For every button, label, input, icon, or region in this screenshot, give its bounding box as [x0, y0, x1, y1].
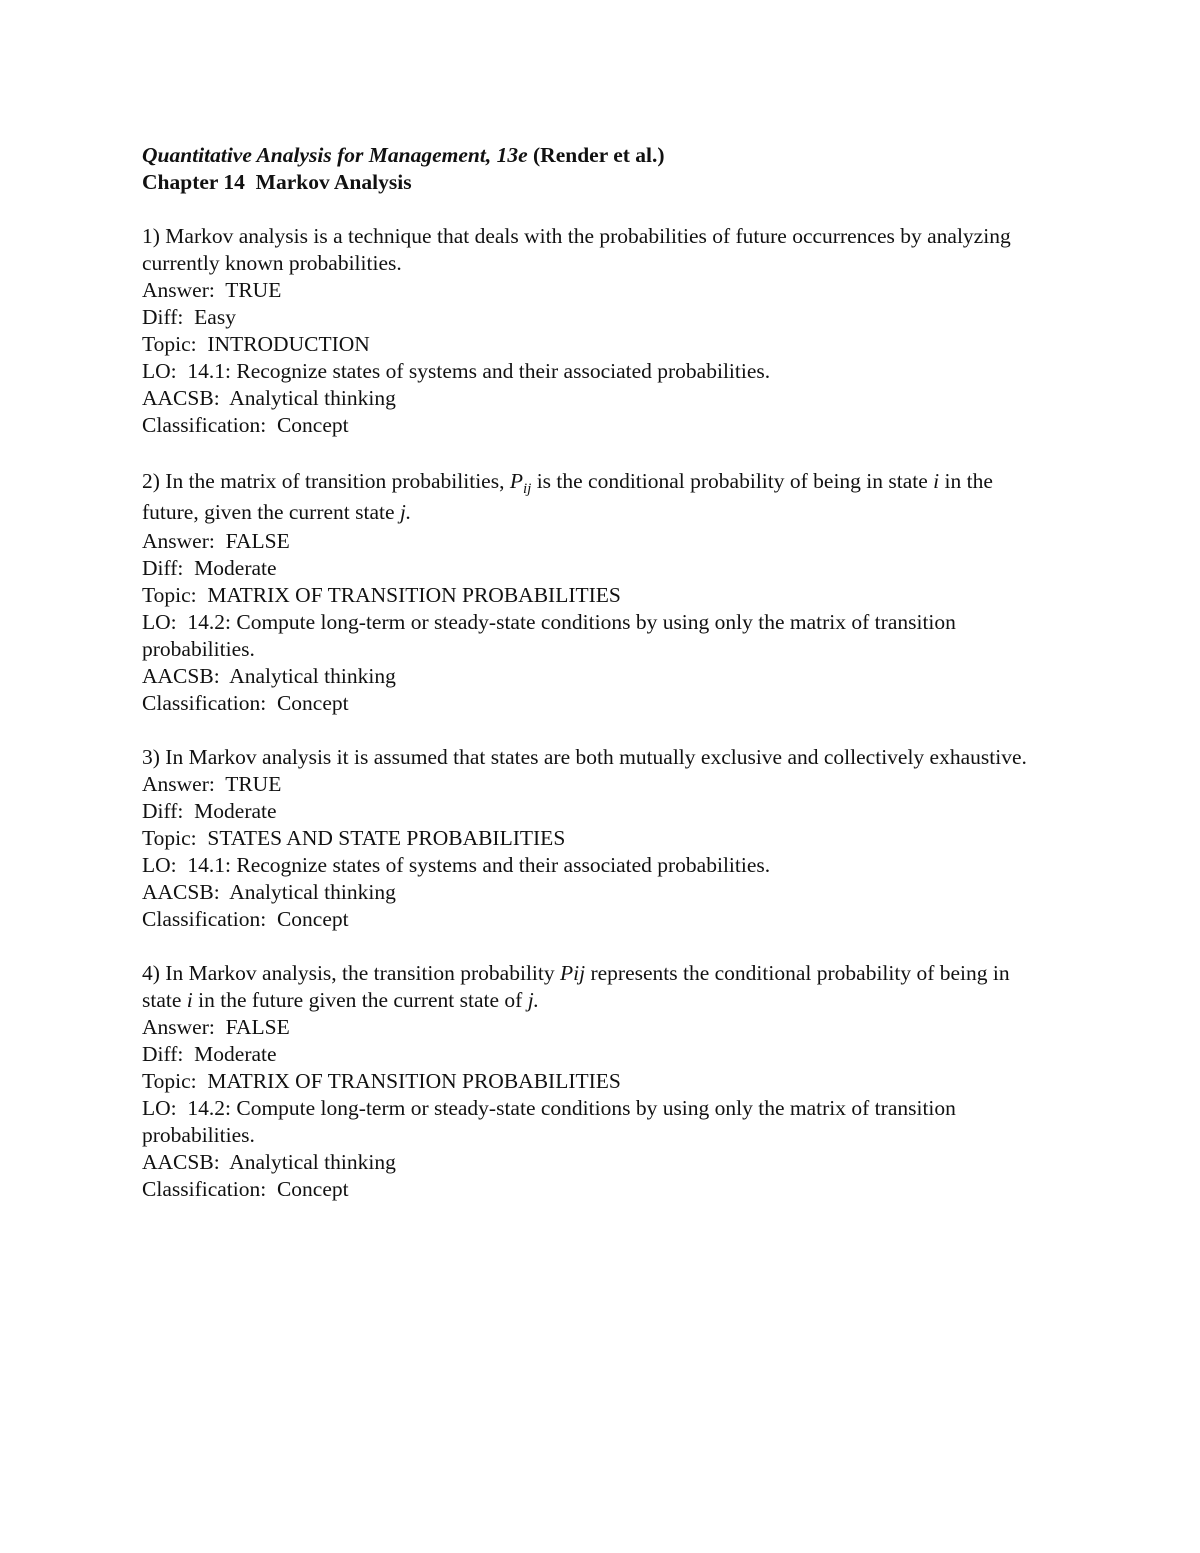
question-text — [142, 960, 1052, 1014]
question-4 — [142, 960, 1052, 1203]
book-authors: (Render et al.) — [533, 143, 665, 167]
question-text — [142, 466, 1052, 528]
state-variable-j: j. — [527, 988, 540, 1012]
question-number: 4) — [142, 961, 160, 985]
aacsb-line: AACSB: Analytical thinking — [142, 880, 396, 904]
aacsb-line: AACSB: Analytical thinking — [142, 664, 396, 688]
transition-symbol: $P_{ij}$ — [509, 469, 532, 497]
question-number: 3) — [142, 745, 160, 769]
answer-line: Answer: TRUE — [142, 278, 282, 302]
question-3 — [142, 744, 1052, 933]
aacsb-line: AACSB: Analytical thinking — [142, 1150, 396, 1174]
question-2 — [142, 466, 1052, 717]
topic-line: Topic: INTRODUCTION — [142, 332, 370, 356]
book-edition: 13e — [496, 143, 528, 167]
question-body-part-2: represents the conditional probability of being in state — [142, 961, 1015, 1012]
aacsb-line: AACSB: Analytical thinking — [142, 386, 396, 410]
question-number: 1) — [142, 224, 160, 248]
learning-objective-line: LO: 14.1: Recognize states of systems and their associated probabilities. — [142, 359, 771, 383]
question-body-part-1: In the matrix of transition probabilities, — [165, 469, 505, 493]
document-header — [142, 142, 1052, 196]
difficulty-line: Diff: Easy — [142, 305, 236, 329]
state-variable-i: i — [933, 469, 940, 493]
classification-line: Classification: Concept — [142, 907, 349, 931]
answer-line: Answer: FALSE — [142, 1015, 290, 1039]
learning-objective-line: LO: 14.2: Compute long-term or steady-state conditions by using only the matrix of transition probabilities. — [142, 1096, 962, 1147]
classification-line: Classification: Concept — [142, 413, 349, 437]
question-body: In Markov analysis it is assumed that states are both mutually exclusive and collectively exhaustive. — [165, 745, 1027, 769]
topic-line: Topic: STATES AND STATE PROBABILITIES — [142, 826, 566, 850]
question-text — [142, 223, 1052, 277]
classification-line: Classification: Concept — [142, 691, 349, 715]
transition-subscript: ij — [522, 481, 532, 497]
state-variable-j: j. — [399, 500, 412, 524]
difficulty-line: Diff: Moderate — [142, 799, 277, 823]
transition-symbol: Pij — [560, 961, 586, 985]
question-number: 2) — [142, 469, 160, 493]
document-content — [142, 142, 1052, 1230]
learning-objective-line: LO: 14.2: Compute long-term or steady-state conditions by using only the matrix of transition probabilities. — [142, 610, 962, 661]
question-body-part-3: in the future, given the current state — [142, 469, 999, 524]
classification-line: Classification: Concept — [142, 1177, 349, 1201]
question-1 — [142, 223, 1052, 439]
answer-line: Answer: FALSE — [142, 529, 290, 553]
question-body-part-3: in the future given the current state of — [198, 988, 523, 1012]
book-title-line — [142, 142, 1052, 169]
topic-line: Topic: MATRIX OF TRANSITION PROBABILITIES — [142, 1069, 621, 1093]
question-text — [142, 744, 1052, 771]
question-body-part-2: is the conditional probability of being in state — [536, 469, 928, 493]
chapter-title: Chapter 14 Markov Analysis — [142, 170, 412, 194]
difficulty-line: Diff: Moderate — [142, 1042, 277, 1066]
question-body-part-1: In Markov analysis, the transition probability — [165, 961, 555, 985]
learning-objective-line: LO: 14.1: Recognize states of systems and their associated probabilities. — [142, 853, 771, 877]
difficulty-line: Diff: Moderate — [142, 556, 277, 580]
question-body: Markov analysis is a technique that deals with the probabilities of future occurrences by analyzing currently known probabilities. — [142, 224, 1017, 275]
book-title: Quantitative Analysis for Management, — [142, 143, 492, 167]
topic-line: Topic: MATRIX OF TRANSITION PROBABILITIES — [142, 583, 621, 607]
answer-line: Answer: TRUE — [142, 772, 282, 796]
state-variable-i: i — [186, 988, 193, 1012]
